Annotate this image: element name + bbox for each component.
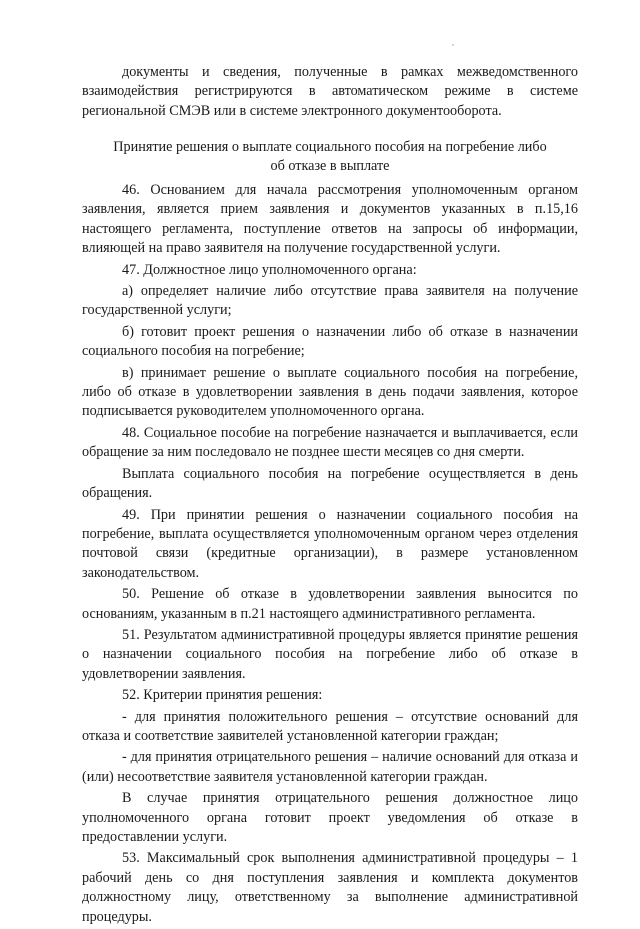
paragraph-47-v: в) принимает решение о выплате социального пособия на погребение, либо об отказе в удовлетворении заявления в день подачи заявления, которое подписывается руководителем уполномоченного органа. — [82, 364, 578, 420]
paragraph-52-positive: - для принятия положительного решения – отсутствие оснований для отказа и соответствие заявителей установленной категории граждан; — [82, 708, 578, 744]
paragraph-47-a: а) определяет наличие либо отсутствие права заявителя на получение государственной услуги; — [82, 283, 578, 319]
paragraph-52-refusal: В случае принятия отрицательного решения должностное лицо уполномоченного органа готовит проект уведомления об отказе в предоставлении услуги. — [82, 790, 578, 845]
section-title-line-1: Принятие решения о выплате социального пособия на погребение либо — [113, 139, 547, 155]
section-title — [82, 138, 578, 177]
paragraph-52-negative: - для принятия отрицательного решения – наличие оснований для отказа и (или) несоответствие заявителя установленной категории граждан. — [82, 749, 578, 785]
paragraph-51: 51. Результатом административной процедуры является принятие решения о назначении социального пособия на погребение либо об отказе в удовлетворении заявления. — [82, 626, 578, 682]
paragraph-48: 48. Социальное пособие на погребение назначается и выплачивается, если обращение за ним последовало не позднее шести месяцев со дня смерти. — [82, 424, 578, 461]
paragraph-49: 49. При принятии решения о назначении социального пособия на погребение, выплата осуществляется уполномоченным органом через отделения почтовой связи (кредитные организации), в размере установленном законодательством. — [82, 506, 578, 581]
intro-paragraph: документы и сведения, полученные в рамках межведомственного взаимодействия регистрируются в автоматическом режиме в системе региональной СМЭВ или в системе электронного документооборота. — [82, 64, 578, 119]
paragraph-48-payment: Выплата социального пособия на погребение осуществляется в день обращения. — [82, 465, 578, 502]
paragraph-52: 52. Критерии принятия решения: — [122, 687, 323, 704]
paragraph-50: 50. Решение об отказе в удовлетворении заявления выносится по основаниям, указанным в п.21 настоящего административного регламента. — [82, 586, 578, 622]
document-body — [82, 181, 578, 929]
paragraph-47-b: б) готовит проект решения о назначении либо об отказе в назначении социального пособия на погребение; — [82, 323, 578, 360]
scan-dot — [452, 44, 454, 46]
intro-block — [82, 63, 578, 121]
section-title-line-2: об отказе в выплате — [270, 158, 390, 175]
paragraph-47: 47. Должностное лицо уполномоченного органа: — [122, 261, 417, 278]
paragraph-46: 46. Основанием для начала рассмотрения уполномоченным органом заявления, является прием заявления и документов указанных в п.15,16 настоящего регламента, поступление ответов на запросы об информации, влияющей на право заявителя на получение государственной услуги. — [82, 182, 578, 257]
paragraph-53: 53. Максимальный срок выполнения административной процедуры – 1 рабочий день со дня поступления заявления и комплекта документов должностному лицу, ответственному за выполнение административной процедуры. — [82, 850, 578, 925]
